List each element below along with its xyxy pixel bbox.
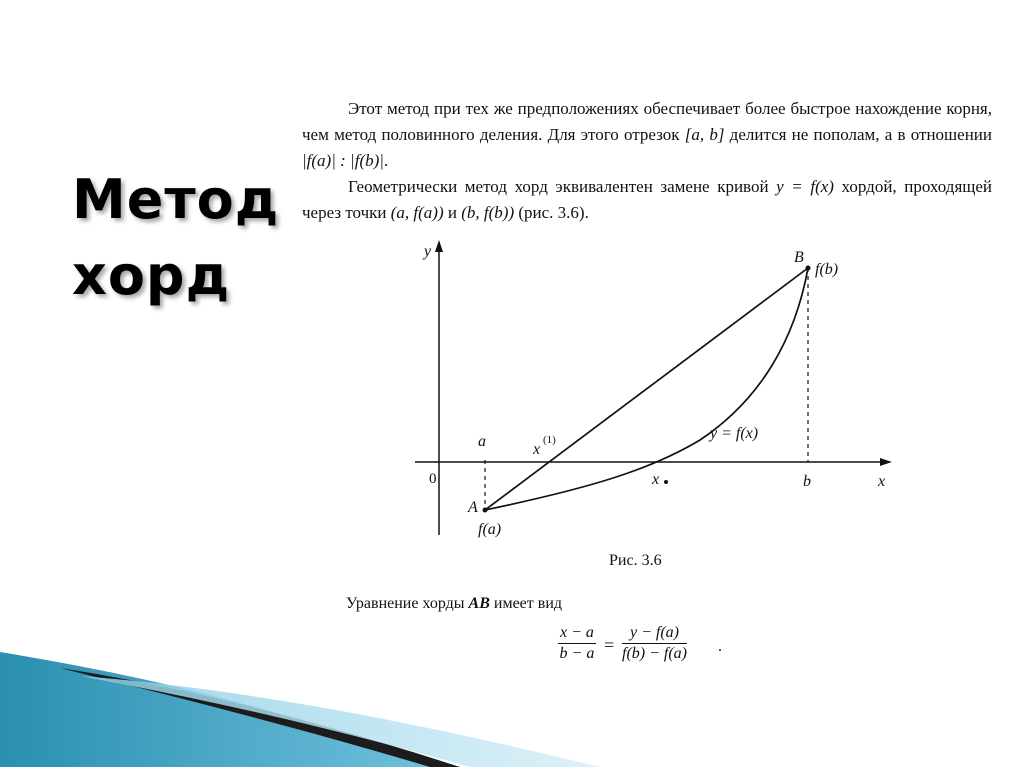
label-A: A — [468, 499, 478, 516]
x-axis-label: x — [878, 473, 886, 490]
figure-caption: Рис. 3.6 — [609, 552, 662, 569]
label-B: B — [794, 249, 804, 266]
point-A — [483, 508, 488, 513]
title-line-1: Метод — [72, 168, 280, 231]
y-axis-label: y — [424, 243, 432, 260]
equation-intro-text: Уравнение хорды — [346, 595, 469, 612]
para2-and: и — [443, 203, 462, 222]
x-axis-arrow — [880, 458, 892, 466]
chord-ab — [485, 268, 808, 510]
para2-end: (рис. 3.6). — [514, 203, 589, 222]
title-line-2: хорд — [72, 244, 231, 307]
lhs-denominator: b − a — [559, 645, 595, 662]
origin-label: 0 — [429, 471, 437, 487]
rhs-numerator: y − f(a) — [622, 624, 687, 644]
lhs-numerator: x − a — [558, 624, 596, 644]
equation-period: . — [718, 638, 722, 655]
label-fa: f(a) — [478, 521, 502, 538]
label-b: b — [803, 473, 811, 490]
label-x1-sup: (1) — [543, 434, 556, 446]
label-fb: f(b) — [815, 261, 839, 278]
para2-text-a: Геометрически метод хорд эквивалентен замене кривой — [348, 177, 777, 196]
para2-text-b: хордой, проходящей через точки — [302, 177, 992, 222]
label-curve: y = f(x) — [710, 425, 759, 442]
root-dot — [664, 480, 668, 484]
para1-text-a: Этот метод при тех же предположениях обеспечивает более быстрое нахождение корня, чем метод половинного деления. Для этого отрезок — [302, 99, 992, 144]
equation-intro-end: имеет вид — [489, 595, 563, 612]
label-xstar: x — [652, 471, 660, 488]
ratio-fa-fb: |f(a)| : |f(b)| — [302, 151, 384, 170]
rhs-denominator: f(b) − f(a) — [622, 645, 687, 662]
chord-name: AB — [468, 595, 490, 612]
para1-text-b: делится не пополам, а в отношении — [724, 125, 992, 144]
para1-end: . — [383, 151, 389, 170]
curve-formula: y = f(x) — [776, 177, 834, 196]
equation-intro — [346, 595, 562, 613]
point-a-fa: (a, f(a)) — [390, 203, 444, 222]
y-axis-arrow — [435, 240, 443, 252]
fraction-rhs — [622, 624, 687, 663]
fraction-lhs — [558, 624, 596, 663]
label-a: a — [478, 433, 486, 450]
interval-ab: [a, b] — [684, 125, 725, 144]
equals-sign: = — [604, 635, 615, 655]
point-B — [806, 266, 811, 271]
label-x1: x — [533, 441, 541, 458]
point-b-fb: (b, f(b)) — [461, 203, 515, 222]
